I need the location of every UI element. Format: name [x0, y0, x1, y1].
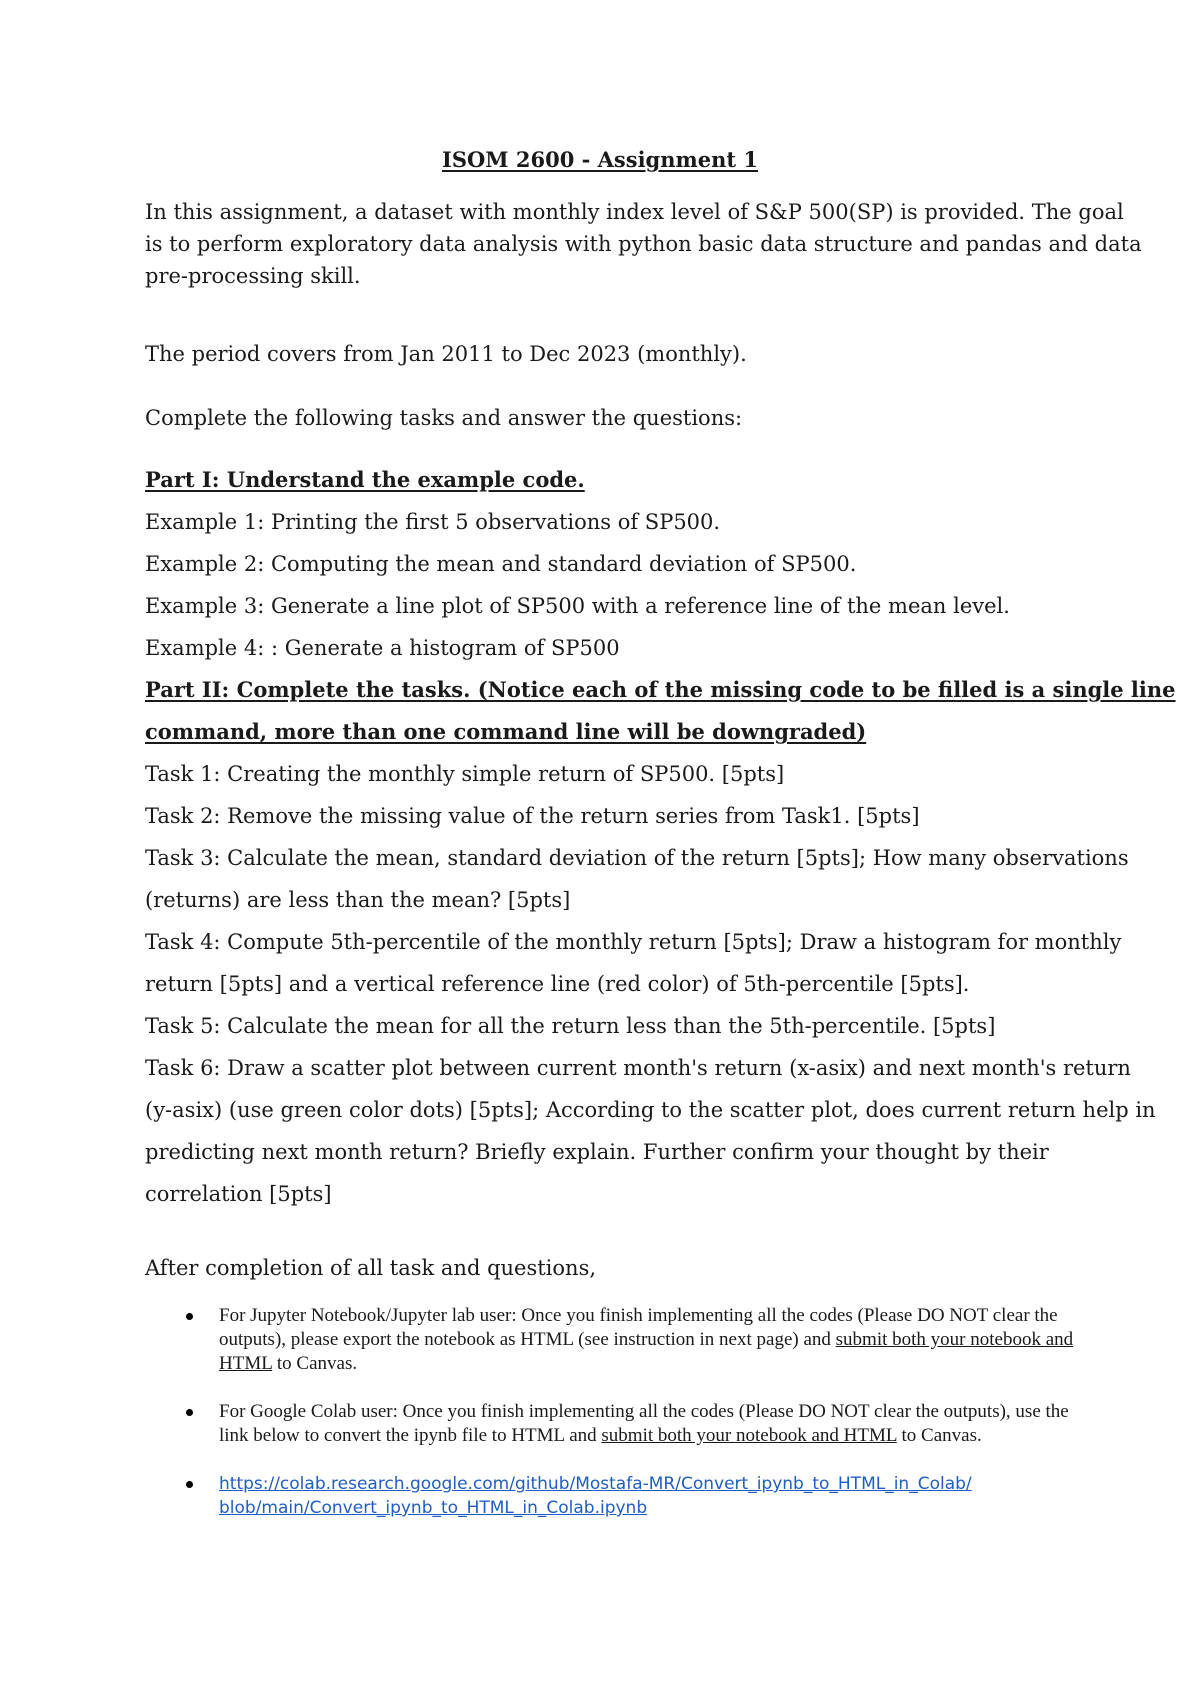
task-line: Task 1: Creating the monthly simple return of SP500. [5pts] [145, 762, 785, 786]
submission-bullet-list [186, 1304, 1086, 1520]
part2-heading: Part II: Complete the tasks. (Notice each of the missing code to be filled is a single line [145, 677, 1176, 702]
example-item: Example 4: : Generate a histogram of SP500 [145, 636, 620, 660]
part1-heading: Part I: Understand the example code. [145, 467, 585, 492]
task-line: Task 6: Draw a scatter plot between current month's return (x-asix) and next month's return [145, 1056, 1131, 1080]
bullet-text: to Canvas. [272, 1353, 358, 1374]
bullet-emphasis: submit both your notebook and HTML [601, 1425, 897, 1446]
task-line: correlation [5pts] [145, 1182, 332, 1206]
part2-heading: command, more than one command line will be downgraded) [145, 719, 867, 744]
bullet-icon [186, 1313, 193, 1320]
period-text: The period covers from Jan 2011 to Dec 2023 (monthly). [145, 342, 747, 366]
after-completion-text: After completion of all task and questions, [145, 1256, 597, 1280]
example-item: Example 2: Computing the mean and standard deviation of SP500. [145, 552, 857, 576]
example-item: Example 3: Generate a line plot of SP500 with a reference line of the mean level. [145, 594, 1010, 618]
task-line: Task 2: Remove the missing value of the return series from Task1. [5pts] [145, 804, 920, 828]
colab-link-line[interactable]: https://colab.research.google.com/github/Mostafa-MR/Convert_ipynb_to_HTML_in_Colab/ [219, 1474, 972, 1494]
bullet-text: For Google Colab user: Once you finish implementing all the codes (Please DO NOT clear the outputs), use the link below to convert the ipynb file to HTML and [219, 1401, 1069, 1446]
bullet-colab [186, 1400, 1086, 1448]
intro-line: is to perform exploratory data analysis with python basic data structure and pandas and data [145, 232, 1142, 256]
bullet-text: to Canvas. [896, 1425, 982, 1446]
intro-line: In this assignment, a dataset with monthly index level of S&P 500(SP) is provided. The goal [145, 200, 1124, 224]
intro-paragraph [145, 196, 1142, 292]
task-line: Task 3: Calculate the mean, standard deviation of the return [5pts]; How many observations [145, 846, 1129, 870]
task-line: (y-asix) (use green color dots) [5pts]; According to the scatter plot, does current return help in [145, 1098, 1156, 1122]
bullet-link [186, 1472, 1086, 1520]
task-line: return [5pts] and a vertical reference line (red color) of 5th-percentile [5pts]. [145, 972, 970, 996]
task-line: Task 5: Calculate the mean for all the return less than the 5th-percentile. [5pts] [145, 1014, 996, 1038]
part1-section [145, 459, 1176, 1215]
colab-link-line[interactable]: blob/main/Convert_ipynb_to_HTML_in_Colab.ipynb [219, 1498, 648, 1518]
document-title: ISOM 2600 - Assignment 1 [442, 147, 758, 172]
bullet-icon [186, 1409, 193, 1416]
task-line: (returns) are less than the mean? [5pts] [145, 888, 571, 912]
bullet-emphasis: submit both your notebook and HTML [219, 1329, 1074, 1374]
intro-line: pre-processing skill. [145, 264, 361, 288]
bullet-text: For Jupyter Notebook/Jupyter lab user: Once you finish implementing all the codes (Please DO NOT clear the outputs), please export the notebook as HTML (see instruction in next page) and [219, 1305, 1058, 1350]
bullet-icon [186, 1481, 193, 1488]
task-line: predicting next month return? Briefly explain. Further confirm your thought by their [145, 1140, 1049, 1164]
task-line: Task 4: Compute 5th-percentile of the monthly return [5pts]; Draw a histogram for monthly [145, 930, 1122, 954]
bullet-jupyter [186, 1304, 1086, 1376]
example-item: Example 1: Printing the first 5 observations of SP500. [145, 510, 721, 534]
instruction-text: Complete the following tasks and answer the questions: [145, 406, 743, 430]
